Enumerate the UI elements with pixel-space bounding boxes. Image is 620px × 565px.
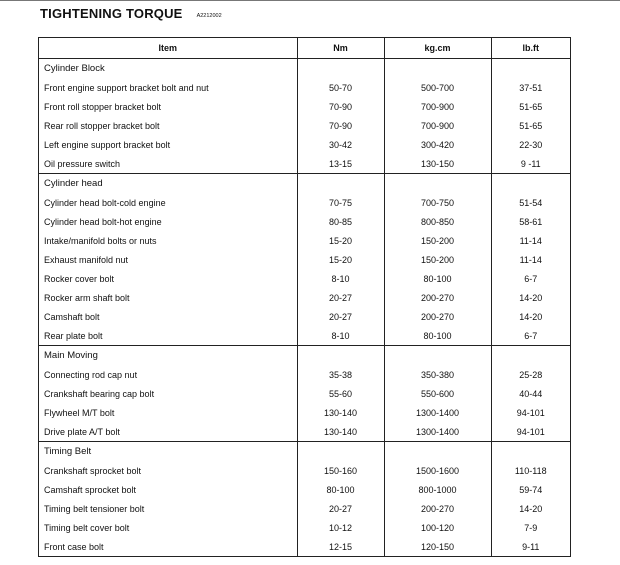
value-nm: 55-60 bbox=[297, 384, 384, 403]
value-kgcm: 800-850 bbox=[384, 212, 491, 231]
value-kgcm: 1500-1600 bbox=[384, 461, 491, 480]
item-name: Left engine support bracket bolt bbox=[44, 139, 171, 150]
value-nm: 80-85 bbox=[297, 212, 384, 231]
empty-cell bbox=[297, 59, 384, 79]
torque-table-frame bbox=[38, 37, 571, 557]
empty-cell bbox=[491, 346, 570, 366]
value-lbft: 14-20 bbox=[491, 499, 570, 518]
value-lbft: 51-54 bbox=[491, 193, 570, 212]
page-title: TIGHTENING TORQUE bbox=[40, 6, 183, 21]
section-title: Main Moving bbox=[39, 346, 297, 366]
torque-table bbox=[39, 38, 570, 556]
section-title: Cylinder Block bbox=[44, 63, 105, 74]
value-kgcm: 550-600 bbox=[384, 384, 491, 403]
empty-cell bbox=[297, 442, 384, 462]
table-row bbox=[39, 537, 570, 556]
value-kgcm: 130-150 bbox=[384, 154, 491, 174]
value-kgcm: 1300-1400 bbox=[384, 422, 491, 442]
value-kgcm: 300-420 bbox=[384, 135, 491, 154]
value-nm: 80-100 bbox=[297, 480, 384, 499]
value-nm: 50-70 bbox=[297, 78, 384, 97]
item-name: Exhaust manifold nut bbox=[44, 254, 129, 265]
value-lbft: 22-30 bbox=[491, 135, 570, 154]
value-nm: 30-42 bbox=[297, 135, 384, 154]
item-name: Rocker arm shaft bolt bbox=[44, 292, 130, 303]
section-row bbox=[39, 346, 570, 366]
item-name: Crankshaft sprocket bolt bbox=[44, 465, 142, 476]
table-row bbox=[39, 365, 570, 384]
value-nm: 15-20 bbox=[297, 250, 384, 269]
table-row bbox=[39, 231, 570, 250]
value-kgcm: 700-900 bbox=[384, 97, 491, 116]
table-row bbox=[39, 403, 570, 422]
value-nm: 20-27 bbox=[297, 288, 384, 307]
empty-cell bbox=[384, 174, 491, 194]
value-kgcm: 800-1000 bbox=[384, 480, 491, 499]
table-row bbox=[39, 78, 570, 97]
value-nm: 8-10 bbox=[297, 269, 384, 288]
value-nm: 35-38 bbox=[297, 365, 384, 384]
section-row bbox=[39, 174, 570, 194]
table-row bbox=[39, 116, 570, 135]
value-nm: 70-90 bbox=[297, 97, 384, 116]
empty-cell bbox=[384, 442, 491, 462]
document-code: A2212002 bbox=[196, 13, 222, 19]
value-lbft: 51-65 bbox=[491, 116, 570, 135]
table-row bbox=[39, 499, 570, 518]
value-nm: 20-27 bbox=[297, 307, 384, 326]
value-lbft: 6-7 bbox=[491, 269, 570, 288]
table-row bbox=[39, 250, 570, 269]
table-row bbox=[39, 269, 570, 288]
value-lbft: 9-11 bbox=[491, 537, 570, 556]
value-nm: 130-140 bbox=[297, 422, 384, 442]
table-row bbox=[39, 422, 570, 442]
table-row bbox=[39, 461, 570, 480]
item-name: Oil pressure switch bbox=[44, 158, 121, 169]
value-kgcm: 100-120 bbox=[384, 518, 491, 537]
value-lbft: 11-14 bbox=[491, 231, 570, 250]
value-lbft: 14-20 bbox=[491, 307, 570, 326]
title-row bbox=[40, 6, 222, 21]
value-lbft: 59-74 bbox=[491, 480, 570, 499]
value-nm: 130-140 bbox=[297, 403, 384, 422]
value-nm: 8-10 bbox=[297, 326, 384, 346]
table-row bbox=[39, 193, 570, 212]
value-nm: 150-160 bbox=[297, 461, 384, 480]
value-kgcm: 700-900 bbox=[384, 116, 491, 135]
value-kgcm: 200-270 bbox=[384, 288, 491, 307]
value-kgcm: 700-750 bbox=[384, 193, 491, 212]
value-kgcm: 150-200 bbox=[384, 231, 491, 250]
table-header-row bbox=[39, 38, 570, 59]
empty-cell bbox=[491, 174, 570, 194]
value-nm: 20-27 bbox=[297, 499, 384, 518]
value-lbft: 94-101 bbox=[491, 422, 570, 442]
value-lbft: 51-65 bbox=[491, 97, 570, 116]
value-kgcm: 200-270 bbox=[384, 307, 491, 326]
item-name: Timing belt cover bolt bbox=[44, 522, 130, 533]
table-row bbox=[39, 154, 570, 174]
value-kgcm: 1300-1400 bbox=[384, 403, 491, 422]
item-name: Rear plate bolt bbox=[44, 330, 103, 341]
value-kgcm: 80-100 bbox=[384, 269, 491, 288]
item-name: Intake/manifold bolts or nuts bbox=[44, 235, 157, 246]
value-lbft: 37-51 bbox=[491, 78, 570, 97]
item-name: Camshaft bolt bbox=[44, 311, 100, 322]
table-row bbox=[39, 135, 570, 154]
item-name: Rear roll stopper bracket bolt bbox=[44, 120, 160, 131]
table-row bbox=[39, 480, 570, 499]
item-name: Connecting rod cap nut bbox=[44, 369, 138, 380]
table-row bbox=[39, 384, 570, 403]
empty-cell bbox=[491, 59, 570, 79]
item-name: Cylinder head bolt-hot engine bbox=[44, 216, 162, 227]
value-lbft: 94-101 bbox=[491, 403, 570, 422]
header-kgcm: kg.cm bbox=[384, 38, 491, 59]
table-body bbox=[39, 59, 570, 557]
item-name: Flywheel M/T bolt bbox=[44, 407, 115, 418]
item-name: Timing belt tensioner bolt bbox=[44, 503, 145, 514]
section-row bbox=[39, 442, 570, 462]
empty-cell bbox=[491, 442, 570, 462]
item-name: Front engine support bracket bolt and nut bbox=[44, 82, 209, 93]
value-lbft: 58-61 bbox=[491, 212, 570, 231]
value-kgcm: 80-100 bbox=[384, 326, 491, 346]
item-name: Front case bolt bbox=[44, 541, 104, 552]
section-row bbox=[39, 59, 570, 79]
header-item: Item bbox=[39, 38, 297, 59]
section-title: Timing Belt bbox=[39, 442, 297, 462]
value-lbft: 7-9 bbox=[491, 518, 570, 537]
table-row bbox=[39, 97, 570, 116]
table-row bbox=[39, 288, 570, 307]
section-title: Cylinder head bbox=[39, 174, 297, 194]
item-name: Crankshaft bearing cap bolt bbox=[44, 388, 155, 399]
empty-cell bbox=[297, 174, 384, 194]
table-row bbox=[39, 212, 570, 231]
value-nm: 15-20 bbox=[297, 231, 384, 250]
value-nm: 70-90 bbox=[297, 116, 384, 135]
header-lbft: lb.ft bbox=[491, 38, 570, 59]
table-row bbox=[39, 518, 570, 537]
empty-cell bbox=[297, 346, 384, 366]
value-lbft: 9 -11 bbox=[491, 154, 570, 174]
value-nm: 13-15 bbox=[297, 154, 384, 174]
top-rule bbox=[0, 0, 620, 1]
item-name: Front roll stopper bracket bolt bbox=[44, 101, 162, 112]
value-kgcm: 200-270 bbox=[384, 499, 491, 518]
value-nm: 70-75 bbox=[297, 193, 384, 212]
value-kgcm: 500-700 bbox=[384, 78, 491, 97]
value-lbft: 6-7 bbox=[491, 326, 570, 346]
value-kgcm: 150-200 bbox=[384, 250, 491, 269]
table-row bbox=[39, 326, 570, 346]
value-nm: 10-12 bbox=[297, 518, 384, 537]
item-name: Rocker cover bolt bbox=[44, 273, 115, 284]
value-lbft: 40-44 bbox=[491, 384, 570, 403]
item-name: Cylinder head bolt-cold engine bbox=[44, 197, 166, 208]
value-nm: 12-15 bbox=[297, 537, 384, 556]
value-lbft: 25-28 bbox=[491, 365, 570, 384]
value-lbft: 110-118 bbox=[491, 461, 570, 480]
value-lbft: 11-14 bbox=[491, 250, 570, 269]
value-kgcm: 350-380 bbox=[384, 365, 491, 384]
value-lbft: 14-20 bbox=[491, 288, 570, 307]
item-name: Camshaft sprocket bolt bbox=[44, 484, 137, 495]
empty-cell bbox=[384, 346, 491, 366]
empty-cell bbox=[384, 59, 491, 79]
value-kgcm: 120-150 bbox=[384, 537, 491, 556]
table-row bbox=[39, 307, 570, 326]
header-nm: Nm bbox=[297, 38, 384, 59]
item-name: Drive plate A/T bolt bbox=[44, 426, 120, 437]
